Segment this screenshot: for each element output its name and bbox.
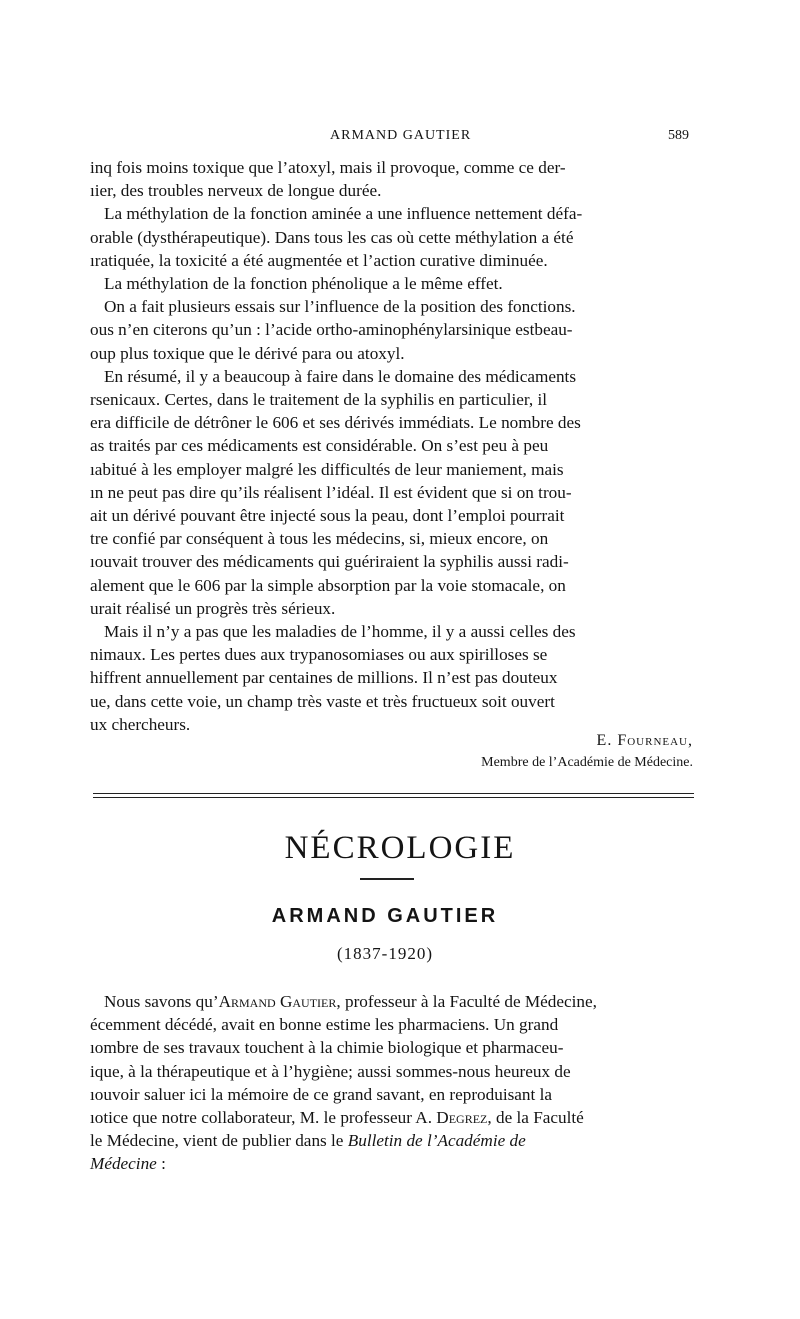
text-run: :	[156, 1154, 166, 1174]
text-line: écemment décédé, avait en bonne estime les pharmaciens. Un grand	[90, 1015, 559, 1035]
text-line: hiffrent annuellement par centaines de millions. Il n’est pas douteux	[90, 668, 558, 688]
text-line: inq fois moins toxique que l’atoxyl, mais il provoque, comme ce der-	[90, 158, 566, 177]
text-line: ıombre de ses travaux touchent à la chimie biologique et pharmaceu-	[90, 1038, 564, 1058]
signature-title: Membre de l’Académie de Médecine.	[481, 755, 693, 770]
signature-name: E. Fourneau,	[596, 732, 693, 749]
text-run: , de la Faculté	[487, 1108, 584, 1128]
text-line: nimaux. Les pertes dues aux trypanosomiases ou aux spirilloses se	[90, 645, 548, 665]
text-line: ıouvait trouver des médicaments qui guériraient la syphilis aussi radi-	[90, 552, 569, 572]
text-line: rsenicaux. Certes, dans le traitement de la syphilis en particulier, il	[90, 390, 548, 410]
text-line: ique, à la thérapeutique et à l’hygiène; aussi sommes-nous heureux de	[90, 1061, 571, 1081]
text-line	[90, 1106, 694, 1129]
journal-title: Bulletin de l’Académie de	[347, 1131, 526, 1151]
text-line: ın ne peut pas dire qu’ils réalisent l’idéal. Il est évident que si on trou-	[90, 482, 572, 502]
text-line: alement que le 606 par la simple absorption par la voie stomacale, on	[90, 575, 566, 595]
text-line: La méthylation de la fonction phénolique a le même effet.	[104, 274, 503, 294]
text-line: era difficile de détrôner le 606 et ses dérivés immédiats. Le nombre des	[90, 413, 581, 433]
page-number: 589	[668, 128, 689, 143]
article-text	[90, 156, 694, 736]
text-run: ıotice que notre collaborateur, M. le professeur A.	[90, 1108, 437, 1128]
text-line	[90, 990, 694, 1013]
person-name: Degrez	[436, 1108, 488, 1128]
divider-rule	[93, 797, 694, 798]
text-line	[90, 1129, 694, 1152]
text-line: tre confié par conséquent à tous les médecins, si, mieux encore, on	[90, 529, 549, 549]
divider-rule	[93, 793, 694, 794]
obituary-subject: ARMAND GAUTIER	[271, 905, 499, 927]
text-line: urait réalisé un progrès très sérieux.	[90, 598, 336, 618]
text-run: Nous savons qu’	[104, 992, 219, 1011]
text-run: le Médecine, vient de publier dans le	[90, 1131, 348, 1151]
text-line: En résumé, il y a beaucoup à faire dans le domaine des médicaments	[104, 366, 577, 386]
text-line	[90, 1152, 694, 1175]
running-head: ARMAND GAUTIER	[330, 128, 472, 143]
text-line: Mais il n’y a pas que les maladies de l’homme, il y a aussi celles des	[104, 622, 576, 642]
text-line: orable (dysthérapeutique). Dans tous les cas où cette méthylation a été	[90, 227, 574, 247]
section-title: NÉCROLOGIE	[284, 830, 516, 866]
text-line: oup plus toxique que le dérivé para ou atoxyl.	[90, 343, 405, 363]
text-line: On a fait plusieurs essais sur l’influence de la position des fonctions.	[104, 297, 576, 317]
text-run: , professeur à la Faculté de Médecine,	[336, 992, 597, 1011]
obituary-text	[90, 990, 694, 1176]
text-line: ıabitué à les employer malgré les difficultés de leur maniement, mais	[90, 459, 564, 479]
text-line: ous n’en citerons qu’un : l’acide ortho-aminophénylarsinique estbeau-	[90, 320, 573, 340]
obituary-dates: (1837-1920)	[337, 944, 433, 963]
signature-block	[300, 730, 693, 774]
text-line: ue, dans cette voie, un champ très vaste et très fructueux soit ouvert	[90, 691, 555, 711]
text-line: ıratiquée, la toxicité a été augmentée et l’action curative diminuée.	[90, 250, 548, 270]
text-line: La méthylation de la fonction aminée a une influence nettement défa-	[104, 204, 583, 224]
journal-title: Médecine	[90, 1154, 157, 1174]
text-line: as traités par ces médicaments est considérable. On s’est peu à peu	[90, 436, 549, 456]
person-name: Armand Gautier	[218, 992, 337, 1011]
text-line: ait un dérivé pouvant être injecté sous la peau, dont l’emploi pourrait	[90, 506, 565, 526]
text-line: ıier, des troubles nerveux de longue durée.	[90, 181, 382, 201]
title-rule	[360, 878, 414, 880]
text-line: ux chercheurs.	[90, 714, 191, 734]
text-line: ıouvoir saluer ici la mémoire de ce grand savant, en reproduisant la	[90, 1084, 552, 1104]
